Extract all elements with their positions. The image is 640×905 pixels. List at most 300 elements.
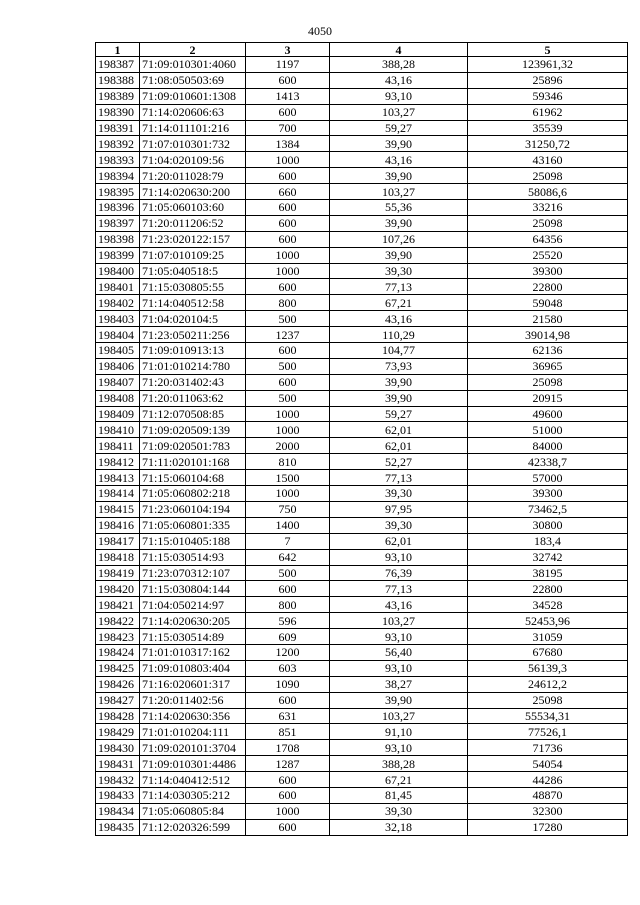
table-cell-col2: 71:15:010405:188 xyxy=(140,533,246,549)
table-cell-col1: 198425 xyxy=(96,660,140,676)
table-cell-col1: 198388 xyxy=(96,72,140,88)
table-cell-col1: 198433 xyxy=(96,787,140,803)
table-row xyxy=(96,327,628,343)
table-cell-col4: 62,01 xyxy=(330,533,468,549)
table-cell-col2: 71:09:020509:139 xyxy=(140,422,246,438)
table-cell-col4: 93,10 xyxy=(330,88,468,104)
table-row xyxy=(96,247,628,263)
table-cell-col2: 71:04:050214:97 xyxy=(140,597,246,613)
table-row xyxy=(96,756,628,772)
table-cell-col1: 198391 xyxy=(96,120,140,136)
table-cell-col5: 21580 xyxy=(468,311,628,327)
table-row xyxy=(96,215,628,231)
table-cell-col4: 39,90 xyxy=(330,247,468,263)
table-row xyxy=(96,708,628,724)
table-row xyxy=(96,486,628,502)
table-cell-col4: 107,26 xyxy=(330,231,468,247)
table-cell-col4: 103,27 xyxy=(330,104,468,120)
table-cell-col2: 71:09:010301:4060 xyxy=(140,57,246,73)
table-cell-col1: 198414 xyxy=(96,486,140,502)
table-cell-col4: 39,90 xyxy=(330,692,468,708)
table-cell-col1: 198432 xyxy=(96,772,140,788)
table-cell-col2: 71:15:030514:93 xyxy=(140,549,246,565)
table-cell-col5: 84000 xyxy=(468,438,628,454)
table-cell-col4: 388,28 xyxy=(330,57,468,73)
table-cell-col1: 198418 xyxy=(96,549,140,565)
table-cell-col3: 1708 xyxy=(246,740,330,756)
table-cell-col3: 800 xyxy=(246,295,330,311)
table-cell-col5: 61962 xyxy=(468,104,628,120)
table-cell-col5: 71736 xyxy=(468,740,628,756)
table-cell-col2: 71:09:010913:13 xyxy=(140,343,246,359)
table-cell-col1: 198407 xyxy=(96,374,140,390)
table-cell-col1: 198428 xyxy=(96,708,140,724)
page-number: 4050 xyxy=(308,24,332,38)
table-cell-col3: 1197 xyxy=(246,57,330,73)
table-cell-col3: 500 xyxy=(246,311,330,327)
table-row xyxy=(96,660,628,676)
table-cell-col3: 810 xyxy=(246,454,330,470)
table-row xyxy=(96,57,628,73)
table-cell-col3: 596 xyxy=(246,613,330,629)
table-cell-col5: 38195 xyxy=(468,565,628,581)
table-cell-col5: 39300 xyxy=(468,486,628,502)
table-row xyxy=(96,104,628,120)
table-cell-col3: 603 xyxy=(246,660,330,676)
table-cell-col5: 48870 xyxy=(468,787,628,803)
table-cell-col3: 851 xyxy=(246,724,330,740)
table-row xyxy=(96,597,628,613)
column-header-2: 2 xyxy=(140,43,246,57)
table-cell-col5: 49600 xyxy=(468,406,628,422)
table-cell-col1: 198398 xyxy=(96,231,140,247)
table-cell-col5: 42338,7 xyxy=(468,454,628,470)
table-cell-col2: 71:14:020630:356 xyxy=(140,708,246,724)
table-cell-col2: 71:08:050503:69 xyxy=(140,72,246,88)
table-cell-col5: 34528 xyxy=(468,597,628,613)
table-cell-col2: 71:12:070508:85 xyxy=(140,406,246,422)
table-row xyxy=(96,390,628,406)
table-cell-col2: 71:15:030804:144 xyxy=(140,581,246,597)
table-row xyxy=(96,152,628,168)
table-cell-col5: 62136 xyxy=(468,343,628,359)
table-row xyxy=(96,692,628,708)
table-cell-col5: 24612,2 xyxy=(468,676,628,692)
table-row xyxy=(96,231,628,247)
table-cell-col4: 103,27 xyxy=(330,708,468,724)
table-cell-col1: 198426 xyxy=(96,676,140,692)
table-cell-col1: 198387 xyxy=(96,57,140,73)
table-cell-col5: 58086,6 xyxy=(468,184,628,200)
table-cell-col2: 71:04:020104:5 xyxy=(140,311,246,327)
table-cell-col3: 631 xyxy=(246,708,330,724)
table-cell-col1: 198389 xyxy=(96,88,140,104)
table-cell-col4: 388,28 xyxy=(330,756,468,772)
header-row xyxy=(96,43,628,57)
table-cell-col1: 198423 xyxy=(96,629,140,645)
table-cell-col2: 71:23:060104:194 xyxy=(140,501,246,517)
table-cell-col3: 600 xyxy=(246,279,330,295)
table-row xyxy=(96,787,628,803)
table-cell-col1: 198393 xyxy=(96,152,140,168)
table-cell-col2: 71:01:010214:780 xyxy=(140,358,246,374)
table-cell-col4: 62,01 xyxy=(330,422,468,438)
table-cell-col2: 71:09:020501:783 xyxy=(140,438,246,454)
table-cell-col3: 1000 xyxy=(246,152,330,168)
table-cell-col4: 110,29 xyxy=(330,327,468,343)
table-cell-col5: 25098 xyxy=(468,374,628,390)
table-row xyxy=(96,740,628,756)
table-row xyxy=(96,565,628,581)
table-row xyxy=(96,343,628,359)
table-cell-col3: 600 xyxy=(246,819,330,835)
table-cell-col3: 750 xyxy=(246,501,330,517)
table-cell-col4: 67,21 xyxy=(330,772,468,788)
table-cell-col5: 35539 xyxy=(468,120,628,136)
table-cell-col5: 55534,31 xyxy=(468,708,628,724)
table-cell-col3: 1000 xyxy=(246,803,330,819)
table-cell-col5: 56139,3 xyxy=(468,660,628,676)
table-cell-col5: 17280 xyxy=(468,819,628,835)
table-row xyxy=(96,136,628,152)
column-header-1: 1 xyxy=(96,43,140,57)
table-row xyxy=(96,549,628,565)
table-cell-col1: 198401 xyxy=(96,279,140,295)
table-cell-col3: 600 xyxy=(246,168,330,184)
table-cell-col2: 71:09:010301:4486 xyxy=(140,756,246,772)
table-cell-col1: 198410 xyxy=(96,422,140,438)
table-cell-col5: 67680 xyxy=(468,644,628,660)
table-row xyxy=(96,803,628,819)
table-cell-col3: 1090 xyxy=(246,676,330,692)
table-cell-col2: 71:04:020109:56 xyxy=(140,152,246,168)
table-cell-col5: 59346 xyxy=(468,88,628,104)
table-cell-col4: 43,16 xyxy=(330,72,468,88)
table-cell-col2: 71:09:010601:1308 xyxy=(140,88,246,104)
table-cell-col2: 71:01:010317:162 xyxy=(140,644,246,660)
table-cell-col4: 59,27 xyxy=(330,406,468,422)
table-cell-col4: 91,10 xyxy=(330,724,468,740)
table-cell-col3: 600 xyxy=(246,692,330,708)
table-cell-col2: 71:07:010109:25 xyxy=(140,247,246,263)
table-cell-col4: 39,90 xyxy=(330,215,468,231)
table-cell-col3: 2000 xyxy=(246,438,330,454)
table-cell-col4: 59,27 xyxy=(330,120,468,136)
table-cell-col2: 71:09:020101:3704 xyxy=(140,740,246,756)
table-cell-col2: 71:23:070312:107 xyxy=(140,565,246,581)
table-cell-col5: 44286 xyxy=(468,772,628,788)
table-cell-col1: 198406 xyxy=(96,358,140,374)
table-row xyxy=(96,470,628,486)
table-cell-col3: 600 xyxy=(246,231,330,247)
table-cell-col3: 642 xyxy=(246,549,330,565)
table-cell-col4: 38,27 xyxy=(330,676,468,692)
table-cell-col2: 71:14:040512:58 xyxy=(140,295,246,311)
table-cell-col2: 71:16:020601:317 xyxy=(140,676,246,692)
table-cell-col4: 43,16 xyxy=(330,311,468,327)
table-cell-col1: 198415 xyxy=(96,501,140,517)
table-cell-col1: 198403 xyxy=(96,311,140,327)
table-row xyxy=(96,279,628,295)
table-cell-col1: 198399 xyxy=(96,247,140,263)
table-row xyxy=(96,644,628,660)
table-row xyxy=(96,72,628,88)
table-cell-col5: 39300 xyxy=(468,263,628,279)
table-cell-col3: 1237 xyxy=(246,327,330,343)
table-cell-col4: 103,27 xyxy=(330,184,468,200)
table-row xyxy=(96,533,628,549)
table-row xyxy=(96,168,628,184)
table-cell-col2: 71:14:020630:200 xyxy=(140,184,246,200)
table-cell-col3: 660 xyxy=(246,184,330,200)
table-cell-col4: 39,30 xyxy=(330,486,468,502)
table-cell-col2: 71:05:060103:60 xyxy=(140,200,246,216)
table-cell-col1: 198434 xyxy=(96,803,140,819)
table-cell-col4: 62,01 xyxy=(330,438,468,454)
table-cell-col1: 198420 xyxy=(96,581,140,597)
table-cell-col3: 600 xyxy=(246,772,330,788)
table-cell-col4: 39,90 xyxy=(330,390,468,406)
table-cell-col5: 73462,5 xyxy=(468,501,628,517)
table-cell-col3: 600 xyxy=(246,343,330,359)
table-cell-col3: 1000 xyxy=(246,406,330,422)
table-cell-col1: 198422 xyxy=(96,613,140,629)
table-cell-col2: 71:05:040518:5 xyxy=(140,263,246,279)
table-cell-col1: 198435 xyxy=(96,819,140,835)
table-cell-col1: 198396 xyxy=(96,200,140,216)
table-cell-col5: 64356 xyxy=(468,231,628,247)
column-header-3: 3 xyxy=(246,43,330,57)
table-cell-col3: 1000 xyxy=(246,263,330,279)
table-cell-col2: 71:15:060104:68 xyxy=(140,470,246,486)
table-cell-col2: 71:20:031402:43 xyxy=(140,374,246,390)
table-cell-col5: 33216 xyxy=(468,200,628,216)
table-cell-col2: 71:12:020326:599 xyxy=(140,819,246,835)
table-cell-col1: 198424 xyxy=(96,644,140,660)
table-cell-col1: 198394 xyxy=(96,168,140,184)
table-cell-col2: 71:20:011028:79 xyxy=(140,168,246,184)
table-cell-col5: 43160 xyxy=(468,152,628,168)
table-row xyxy=(96,374,628,390)
table-cell-col3: 1413 xyxy=(246,88,330,104)
table-cell-col3: 600 xyxy=(246,104,330,120)
table-cell-col3: 1400 xyxy=(246,517,330,533)
table-row xyxy=(96,501,628,517)
table-cell-col3: 1384 xyxy=(246,136,330,152)
table-cell-col5: 36965 xyxy=(468,358,628,374)
table-cell-col1: 198429 xyxy=(96,724,140,740)
table-cell-col2: 71:07:010301:732 xyxy=(140,136,246,152)
table-row xyxy=(96,819,628,835)
table-cell-col4: 77,13 xyxy=(330,470,468,486)
table-cell-col2: 71:20:011063:62 xyxy=(140,390,246,406)
table-row xyxy=(96,724,628,740)
table-row xyxy=(96,200,628,216)
table-cell-col4: 32,18 xyxy=(330,819,468,835)
table-cell-col2: 71:05:060805:84 xyxy=(140,803,246,819)
table-cell-col1: 198395 xyxy=(96,184,140,200)
table-cell-col3: 600 xyxy=(246,72,330,88)
table-cell-col3: 7 xyxy=(246,533,330,549)
table-cell-col2: 71:23:020122:157 xyxy=(140,231,246,247)
table-cell-col3: 500 xyxy=(246,358,330,374)
table-cell-col5: 32742 xyxy=(468,549,628,565)
table-cell-col4: 73,93 xyxy=(330,358,468,374)
table-cell-col3: 700 xyxy=(246,120,330,136)
table-cell-col1: 198397 xyxy=(96,215,140,231)
table-cell-col1: 198405 xyxy=(96,343,140,359)
table-cell-col5: 25098 xyxy=(468,692,628,708)
table-cell-col4: 39,30 xyxy=(330,263,468,279)
table-cell-col4: 55,36 xyxy=(330,200,468,216)
table-cell-col1: 198404 xyxy=(96,327,140,343)
table-cell-col5: 22800 xyxy=(468,581,628,597)
table-cell-col1: 198427 xyxy=(96,692,140,708)
table-cell-col3: 600 xyxy=(246,215,330,231)
table-cell-col5: 57000 xyxy=(468,470,628,486)
table-cell-col1: 198408 xyxy=(96,390,140,406)
table-cell-col1: 198431 xyxy=(96,756,140,772)
table-cell-col2: 71:14:011101:216 xyxy=(140,120,246,136)
table-cell-col2: 71:20:011206:52 xyxy=(140,215,246,231)
table-cell-col4: 97,95 xyxy=(330,501,468,517)
table-cell-col4: 77,13 xyxy=(330,279,468,295)
table-cell-col1: 198409 xyxy=(96,406,140,422)
table-cell-col4: 93,10 xyxy=(330,740,468,756)
table-cell-col1: 198400 xyxy=(96,263,140,279)
table-cell-col5: 54054 xyxy=(468,756,628,772)
table-cell-col3: 500 xyxy=(246,390,330,406)
table-cell-col5: 25098 xyxy=(468,168,628,184)
table-cell-col1: 198417 xyxy=(96,533,140,549)
table-cell-col3: 500 xyxy=(246,565,330,581)
table-cell-col5: 39014,98 xyxy=(468,327,628,343)
table-row xyxy=(96,263,628,279)
table-cell-col4: 39,90 xyxy=(330,168,468,184)
table-cell-col2: 71:20:011402:56 xyxy=(140,692,246,708)
table-row xyxy=(96,629,628,645)
table-cell-col4: 43,16 xyxy=(330,597,468,613)
table-cell-col2: 71:14:040412:512 xyxy=(140,772,246,788)
table-cell-col2: 71:14:030305:212 xyxy=(140,787,246,803)
table-cell-col2: 71:14:020606:63 xyxy=(140,104,246,120)
table-cell-col3: 600 xyxy=(246,581,330,597)
table-cell-col4: 56,40 xyxy=(330,644,468,660)
table-cell-col4: 39,30 xyxy=(330,803,468,819)
table-cell-col5: 123961,32 xyxy=(468,57,628,73)
table-cell-col4: 76,39 xyxy=(330,565,468,581)
table-cell-col2: 71:11:020101:168 xyxy=(140,454,246,470)
table-cell-col5: 32300 xyxy=(468,803,628,819)
table-row xyxy=(96,676,628,692)
table-cell-col5: 25520 xyxy=(468,247,628,263)
table-row xyxy=(96,406,628,422)
table-cell-col5: 77526,1 xyxy=(468,724,628,740)
column-header-5: 5 xyxy=(468,43,628,57)
table-cell-col5: 30800 xyxy=(468,517,628,533)
table-body xyxy=(96,57,628,836)
table-cell-col3: 1200 xyxy=(246,644,330,660)
table-row xyxy=(96,184,628,200)
table-cell-col3: 1500 xyxy=(246,470,330,486)
table-row xyxy=(96,311,628,327)
table-cell-col5: 25896 xyxy=(468,72,628,88)
data-table xyxy=(95,42,628,836)
table-cell-col1: 198413 xyxy=(96,470,140,486)
table-cell-col5: 183,4 xyxy=(468,533,628,549)
table-cell-col1: 198390 xyxy=(96,104,140,120)
table-row xyxy=(96,422,628,438)
table-cell-col3: 600 xyxy=(246,374,330,390)
column-header-4: 4 xyxy=(330,43,468,57)
table-cell-col3: 800 xyxy=(246,597,330,613)
table-cell-col3: 1000 xyxy=(246,247,330,263)
table-cell-col4: 77,13 xyxy=(330,581,468,597)
table-cell-col4: 52,27 xyxy=(330,454,468,470)
table-cell-col5: 22800 xyxy=(468,279,628,295)
table-cell-col4: 67,21 xyxy=(330,295,468,311)
table-row xyxy=(96,613,628,629)
table-row xyxy=(96,88,628,104)
table-cell-col5: 59048 xyxy=(468,295,628,311)
table-row xyxy=(96,581,628,597)
table-row xyxy=(96,454,628,470)
table-cell-col1: 198392 xyxy=(96,136,140,152)
table-cell-col1: 198416 xyxy=(96,517,140,533)
table-row xyxy=(96,772,628,788)
table-cell-col4: 43,16 xyxy=(330,152,468,168)
table-cell-col3: 609 xyxy=(246,629,330,645)
table-cell-col2: 71:09:010803:404 xyxy=(140,660,246,676)
table-cell-col1: 198412 xyxy=(96,454,140,470)
table-cell-col3: 1000 xyxy=(246,486,330,502)
table-cell-col5: 31059 xyxy=(468,629,628,645)
table-cell-col2: 71:05:060801:335 xyxy=(140,517,246,533)
table-cell-col2: 71:15:030514:89 xyxy=(140,629,246,645)
table-cell-col1: 198419 xyxy=(96,565,140,581)
table-cell-col2: 71:15:030805:55 xyxy=(140,279,246,295)
table-cell-col2: 71:05:060802:218 xyxy=(140,486,246,502)
table-cell-col4: 93,10 xyxy=(330,629,468,645)
table-cell-col1: 198430 xyxy=(96,740,140,756)
table-cell-col3: 1000 xyxy=(246,422,330,438)
table-row xyxy=(96,295,628,311)
table-cell-col4: 104,77 xyxy=(330,343,468,359)
table-cell-col5: 52453,96 xyxy=(468,613,628,629)
table-cell-col1: 198421 xyxy=(96,597,140,613)
table-cell-col3: 600 xyxy=(246,200,330,216)
table-cell-col4: 81,45 xyxy=(330,787,468,803)
table-cell-col5: 31250,72 xyxy=(468,136,628,152)
table-cell-col5: 51000 xyxy=(468,422,628,438)
table-row xyxy=(96,120,628,136)
table-cell-col2: 71:23:050211:256 xyxy=(140,327,246,343)
table-cell-col2: 71:01:010204:111 xyxy=(140,724,246,740)
table-cell-col4: 93,10 xyxy=(330,660,468,676)
table-cell-col4: 93,10 xyxy=(330,549,468,565)
table-row xyxy=(96,517,628,533)
table-cell-col3: 1287 xyxy=(246,756,330,772)
table-cell-col4: 39,30 xyxy=(330,517,468,533)
table-row xyxy=(96,438,628,454)
table-cell-col1: 198402 xyxy=(96,295,140,311)
table-cell-col4: 39,90 xyxy=(330,136,468,152)
table-cell-col3: 600 xyxy=(246,787,330,803)
table-cell-col5: 25098 xyxy=(468,215,628,231)
table-cell-col1: 198411 xyxy=(96,438,140,454)
table-cell-col4: 39,90 xyxy=(330,374,468,390)
table-row xyxy=(96,358,628,374)
